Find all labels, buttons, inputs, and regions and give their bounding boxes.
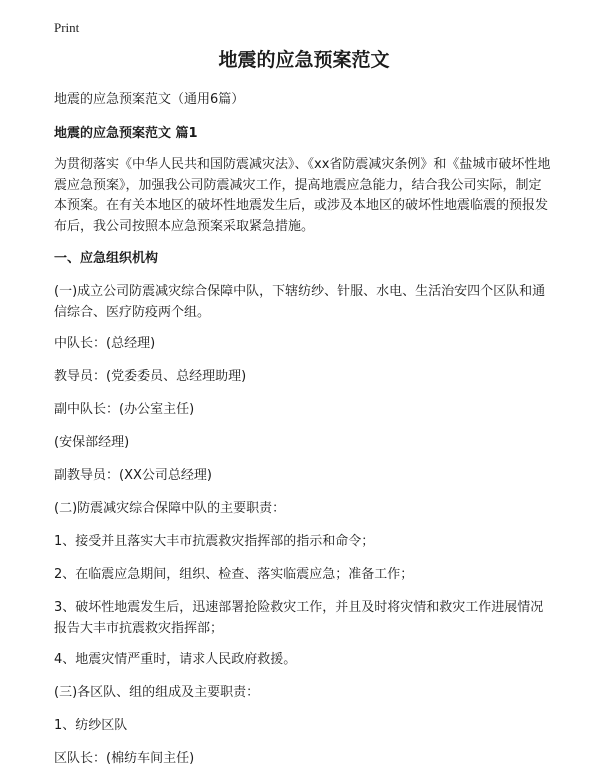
paragraph-duty-3: 3、破坏性地震发生后，迅速部署抢险救灾工作，并且及时将灾情和救灾工作进展情况报告大丰市抗震救灾指挥部； — [54, 600, 544, 636]
line-team-leader: 区队长：(棉纺车间主任) — [54, 751, 195, 766]
line-security-manager: (安保部经理) — [54, 435, 130, 450]
line-duty-1: 1、接受并且落实大丰市抗震救灾指挥部的指示和命令； — [54, 534, 375, 549]
line-vice-instructor: 副教导员：(XX公司总经理) — [54, 468, 212, 483]
line-duty-4: 4、地震灾情严重时，请求人民政府救援。 — [54, 652, 297, 667]
document-title: 地震的应急预案范文 — [218, 49, 390, 71]
line-captain: 中队长：(总经理) — [54, 336, 156, 351]
section-heading: 地震的应急预案范文 篇1 — [54, 126, 198, 141]
line-teams-heading: (三)各区队、组的组成及主要职责： — [54, 685, 260, 700]
line-instructor: 教导员：(党委委员、总经理助理) — [54, 369, 247, 384]
intro-paragraph: 为贯彻落实《中华人民共和国防震减灾法》、《xx省防震减灾条例》和《盐城市破坏性地震应急预案》，加强我公司防震减灾工作，提高地震应急能力，结合我公司实际，制定本预案。在有关本地区的破坏性地震发生后，或涉及本地区的破坏性地震临震的预报发布后，我公司按照本应急预案采取紧急措施。 — [54, 157, 551, 234]
line-spinning-team: 1、纺纱区队 — [54, 718, 128, 733]
paragraph-team-setup: (一)成立公司防震减灾综合保障中队，下辖纺纱、针服、水电、生活治安四个区队和通信综合、医疗防疫两个组。 — [54, 284, 546, 320]
print-link[interactable]: Print — [54, 20, 80, 35]
line-duty-2: 2、在临震应急期间，组织、检查、落实临震应急；准备工作； — [54, 567, 414, 582]
heading-org-structure: 一、应急组织机构 — [54, 251, 159, 266]
document-body — [54, 48, 554, 782]
line-duties-heading: (二)防震减灾综合保障中队的主要职责： — [54, 501, 286, 516]
document-subtitle: 地震的应急预案范文（通用6篇） — [54, 92, 245, 107]
line-vice-captain: 副中队长：(办公室主任) — [54, 402, 195, 417]
